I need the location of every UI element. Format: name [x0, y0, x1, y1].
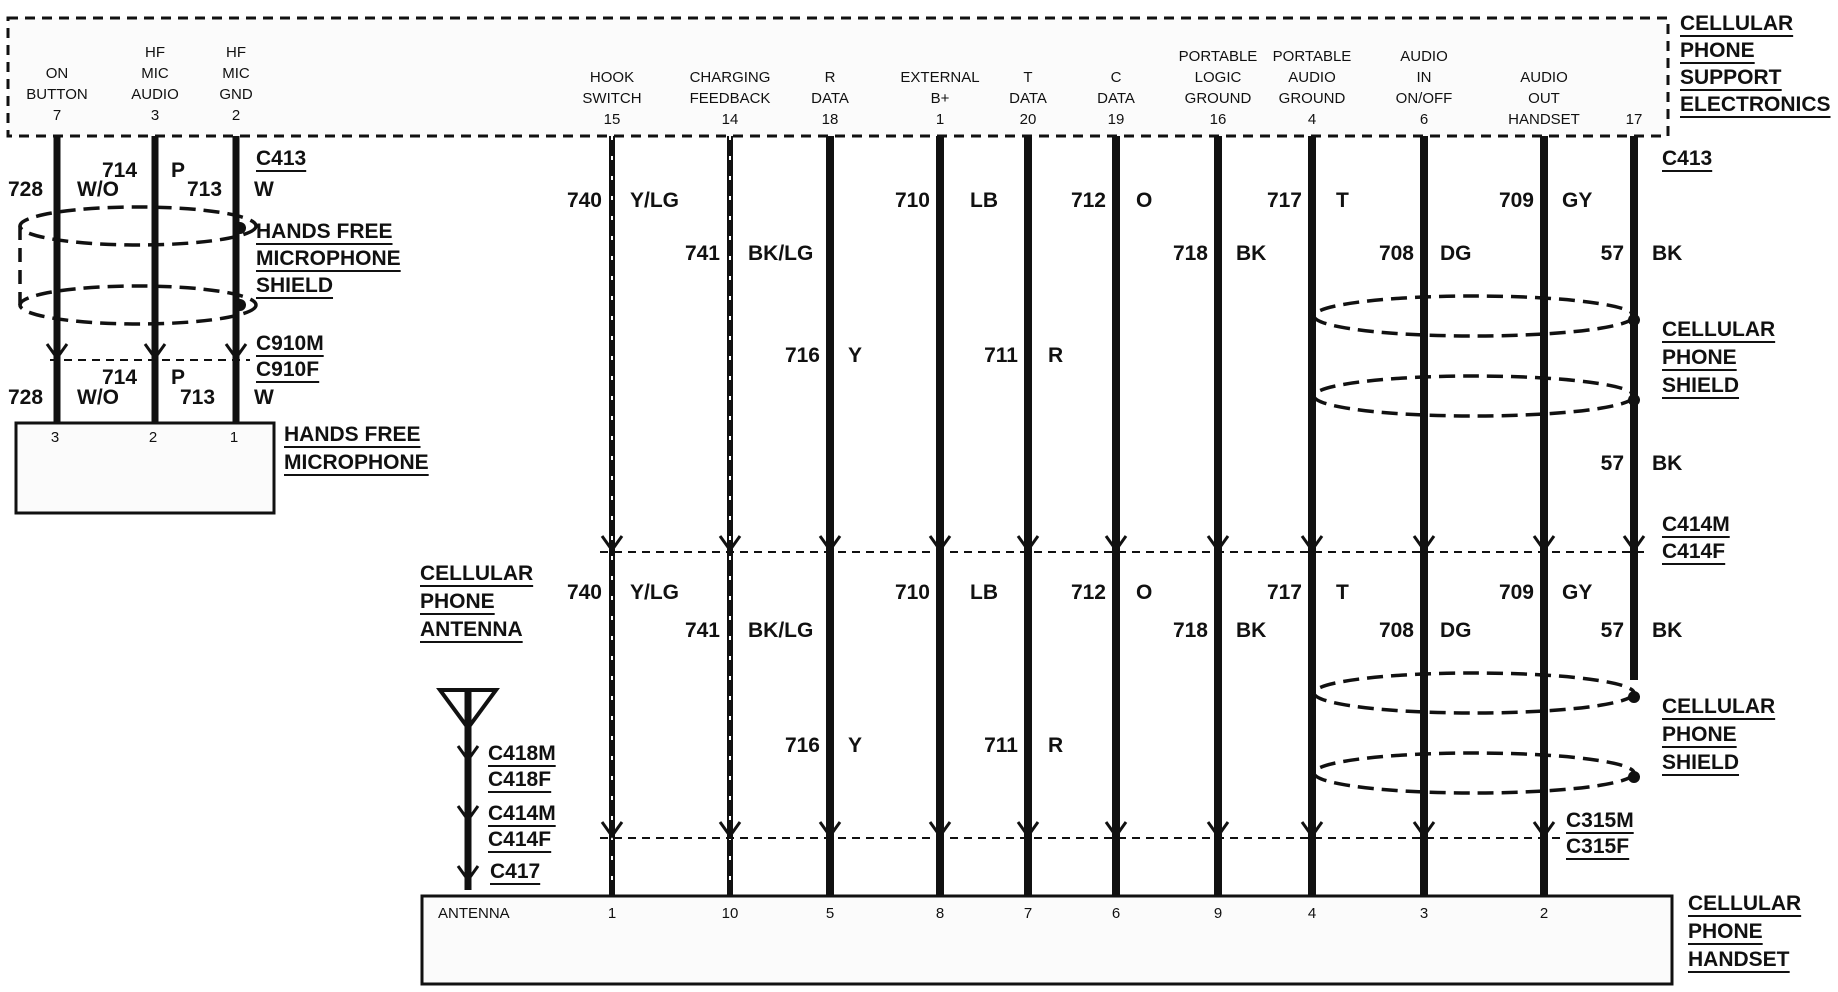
- antenna-label-0: CELLULAR: [420, 562, 534, 585]
- mic_pins-1-num: 3: [150, 107, 160, 124]
- phone_pins-7-name-2: GROUND: [1278, 90, 1346, 107]
- phone_pins-8-name-2: ON/OFF: [1395, 90, 1453, 107]
- phone-shield-lower-label-2: SHIELD: [1662, 751, 1740, 774]
- mic-circuit-713: 713: [187, 178, 223, 201]
- phone-circuit-740-lower: 740: [566, 581, 602, 604]
- mic-color-w-o: W/O: [77, 178, 119, 201]
- mic-color-p: P: [171, 159, 186, 182]
- phone-shield-lower-label-1: PHONE: [1662, 723, 1737, 746]
- phone-circuit-711: 711: [984, 344, 1018, 367]
- phone-color-718-lower: BK: [1236, 619, 1267, 642]
- phone_pins-9-name-0: AUDIO: [1520, 69, 1568, 86]
- connector-c414f: C414F: [1662, 540, 1726, 563]
- phone-color-711-lower: R: [1048, 734, 1064, 757]
- phone-color-716: Y: [848, 344, 863, 367]
- phone-color-716-lower: Y: [848, 734, 863, 757]
- mic_pins-0-name-0: ON: [45, 65, 69, 82]
- phone-circuit-709: 709: [1498, 189, 1534, 212]
- phone-color-709: GY: [1562, 189, 1593, 212]
- handset-title-1: PHONE: [1688, 920, 1763, 943]
- phone_pins-8-name-0: AUDIO: [1400, 48, 1448, 65]
- phone_pins-7-name-1: AUDIO: [1288, 69, 1336, 86]
- phone-circuit-710: 710: [894, 189, 930, 212]
- phone-shield-lower-bottom: [1314, 753, 1634, 793]
- phone_pins-2-num: 18: [821, 111, 839, 128]
- phone_pins-7-name-0: PORTABLE: [1272, 48, 1352, 65]
- antenna-label-2: ANTENNA: [420, 618, 523, 641]
- microphone-title-1: MICROPHONE: [284, 451, 429, 474]
- phone-circuit-710-lower: 710: [894, 581, 930, 604]
- phone-color-709-lower: GY: [1562, 581, 1593, 604]
- phone_pins-6-name-0: PORTABLE: [1178, 48, 1258, 65]
- phone-shield-upper-ground-dot-top: [1628, 314, 1640, 326]
- phone_pins-6-name-2: GROUND: [1184, 90, 1252, 107]
- connector-c414f-antenna: C414F: [488, 828, 552, 851]
- handset-title-2: HANDSET: [1688, 948, 1790, 971]
- mic-circuit-728-lower: 728: [8, 386, 44, 409]
- handset-pin-708: 3: [1419, 905, 1429, 922]
- connector-c418m: C418M: [488, 742, 556, 765]
- phone_pins-9-name-1: OUT: [1528, 90, 1560, 107]
- connector-c910m: C910M: [256, 332, 324, 355]
- phone_pins-4-num: 20: [1019, 111, 1037, 128]
- phone-circuit-716-lower: 716: [784, 734, 820, 757]
- phone-color-741: BK/LG: [748, 242, 814, 265]
- phone-shield-upper-label-2: SHIELD: [1662, 374, 1740, 397]
- mic-shield-label-2: SHIELD: [256, 274, 334, 297]
- phone-circuit-57-mid: 57: [1600, 452, 1624, 475]
- phone-color-710-lower: LB: [970, 581, 998, 604]
- phone_pins-8-num: 6: [1419, 111, 1429, 128]
- mic-shield-label-0: HANDS FREE: [256, 220, 393, 243]
- phone-circuit-708-lower: 708: [1378, 619, 1414, 642]
- phone_pins-5-name-1: DATA: [1097, 90, 1135, 107]
- phone-circuit-708: 708: [1378, 242, 1414, 265]
- phone-color-708: DG: [1440, 242, 1472, 265]
- mic-color-w: W: [254, 178, 274, 201]
- phone-color-741-lower: BK/LG: [748, 619, 814, 642]
- mic_pins-2-num: 2: [231, 107, 241, 124]
- phone_pins-4-name-0: T: [1023, 69, 1033, 86]
- phone-color-712-lower: O: [1136, 581, 1153, 604]
- handset-pin-712: 6: [1111, 905, 1121, 922]
- handset-pin-716: 5: [825, 905, 835, 922]
- phone_pins-5-name-0: C: [1110, 69, 1122, 86]
- mic_pins-0-name-1: BUTTON: [26, 86, 88, 103]
- connector-c413-right: C413: [1662, 147, 1713, 170]
- mic-shield-ground-dot-bottom: [234, 299, 246, 311]
- phone-circuit-717: 717: [1266, 189, 1302, 212]
- phone-circuit-717-lower: 717: [1266, 581, 1302, 604]
- handset-pin-711: 7: [1023, 905, 1033, 922]
- phone-shield-lower-ground-dot-bottom: [1628, 771, 1640, 783]
- phone-color-711: R: [1048, 344, 1064, 367]
- handset-title-0: CELLULAR: [1688, 892, 1802, 915]
- mic-shield-label-1: MICROPHONE: [256, 247, 401, 270]
- connector-c315f: C315F: [1566, 835, 1630, 858]
- phone_pins-10-num: 17: [1625, 111, 1643, 128]
- phone-color-57-mid: BK: [1652, 452, 1683, 475]
- phone_pins-5-num: 19: [1107, 111, 1125, 128]
- handset-pin-741: 10: [721, 905, 739, 922]
- support-electronics-title-2: SUPPORT: [1680, 66, 1782, 89]
- phone-circuit-712-lower: 712: [1070, 581, 1106, 604]
- phone-color-57-lower: BK: [1652, 619, 1683, 642]
- phone_pins-9-name-2: HANDSET: [1508, 111, 1580, 128]
- phone_pins-7-num: 4: [1307, 111, 1317, 128]
- phone_pins-1-name-1: FEEDBACK: [689, 90, 771, 107]
- antenna-label-1: PHONE: [420, 590, 495, 613]
- phone-shield-lower-ground-dot-top: [1628, 691, 1640, 703]
- mic-circuit-714-lower: 714: [102, 366, 138, 389]
- phone-color-57: BK: [1652, 242, 1683, 265]
- handset-pin-740: 1: [607, 905, 617, 922]
- connector-c418f: C418F: [488, 768, 552, 791]
- phone-circuit-57-lower: 57: [1600, 619, 1624, 642]
- mic-circuit-728: 728: [8, 178, 44, 201]
- phone_pins-0-num: 15: [603, 111, 621, 128]
- phone-shield-lower-label-0: CELLULAR: [1662, 695, 1776, 718]
- handset-pin-709: 2: [1539, 905, 1549, 922]
- mic_pins-1-name-1: MIC: [141, 65, 169, 82]
- phone-circuit-740: 740: [566, 189, 602, 212]
- phone-circuit-57: 57: [1600, 242, 1624, 265]
- phone-circuit-716: 716: [784, 344, 820, 367]
- phone-shield-upper-top: [1314, 296, 1634, 336]
- antenna-pin-label: ANTENNA: [438, 905, 510, 922]
- phone-color-740-lower: Y/LG: [630, 581, 680, 604]
- phone_pins-3-name-1: B+: [930, 90, 950, 107]
- phone_pins-0-name-0: HOOK: [589, 69, 635, 86]
- mic_pins-2-name-0: HF: [226, 44, 246, 61]
- phone-shield-upper-bottom: [1314, 376, 1634, 416]
- phone-color-708-lower: DG: [1440, 619, 1472, 642]
- phone-color-717: T: [1336, 189, 1349, 212]
- phone_pins-1-name-0: CHARGING: [689, 69, 771, 86]
- mic-shield-ground-dot-top: [234, 222, 246, 234]
- phone-color-717-lower: T: [1336, 581, 1349, 604]
- phone-shield-upper-ground-dot-bottom: [1628, 394, 1640, 406]
- mic-color-w-o-lower: W/O: [77, 386, 119, 409]
- connector-c910f: C910F: [256, 358, 320, 381]
- mic_pins-2-name-2: GND: [219, 86, 253, 103]
- phone-shield-upper-label-1: PHONE: [1662, 346, 1737, 369]
- connector-c414m-antenna: C414M: [488, 802, 556, 825]
- phone_pins-2-name-0: R: [824, 69, 836, 86]
- phone-shield-upper-label-0: CELLULAR: [1662, 318, 1776, 341]
- connector-c413-left: C413: [256, 147, 307, 170]
- phone-color-712: O: [1136, 189, 1153, 212]
- phone-circuit-718: 718: [1172, 242, 1208, 265]
- phone_pins-2-name-1: DATA: [811, 90, 849, 107]
- mic-circuit-713-lower: 713: [180, 386, 216, 409]
- phone-color-740: Y/LG: [630, 189, 680, 212]
- phone_pins-6-name-1: LOGIC: [1194, 69, 1242, 86]
- phone_pins-1-num: 14: [721, 111, 739, 128]
- mic-handset-pin-2: 1: [229, 429, 239, 446]
- phone_pins-4-name-1: DATA: [1009, 90, 1047, 107]
- mic-color-p-lower: P: [171, 366, 186, 389]
- connector-c414m: C414M: [1662, 513, 1730, 536]
- connector-c315m: C315M: [1566, 809, 1634, 832]
- phone-circuit-711-lower: 711: [984, 734, 1018, 757]
- mic_pins-1-name-2: AUDIO: [131, 86, 179, 103]
- mic-color-w-lower: W: [254, 386, 274, 409]
- microphone-title-0: HANDS FREE: [284, 423, 421, 446]
- handset-pin-710: 8: [935, 905, 945, 922]
- phone-color-718: BK: [1236, 242, 1267, 265]
- phone_pins-0-name-1: SWITCH: [582, 90, 642, 107]
- phone_pins-8-name-1: IN: [1416, 69, 1432, 86]
- phone_pins-3-name-0: EXTERNAL: [900, 69, 980, 86]
- handset-pin-717: 4: [1307, 905, 1317, 922]
- mic_pins-1-name-0: HF: [145, 44, 165, 61]
- mic_pins-2-name-1: MIC: [222, 65, 250, 82]
- phone_pins-6-num: 16: [1209, 111, 1227, 128]
- phone-shield-lower-top: [1314, 673, 1634, 713]
- mic-circuit-714: 714: [102, 159, 138, 182]
- mic-handset-pin-0: 3: [50, 429, 60, 446]
- handset-pin-718: 9: [1213, 905, 1223, 922]
- support-electronics-title-1: PHONE: [1680, 39, 1755, 62]
- support-electronics-title-0: CELLULAR: [1680, 12, 1794, 35]
- connector-c417: C417: [490, 860, 541, 883]
- phone-circuit-709-lower: 709: [1498, 581, 1534, 604]
- mic-handset-pin-1: 2: [148, 429, 158, 446]
- phone-circuit-741: 741: [684, 242, 720, 265]
- phone-circuit-712: 712: [1070, 189, 1106, 212]
- phone-circuit-741-lower: 741: [684, 619, 720, 642]
- phone_pins-3-num: 1: [935, 111, 945, 128]
- mic_pins-0-num: 7: [52, 107, 62, 124]
- support-electronics-title-3: ELECTRONICS: [1680, 93, 1831, 116]
- phone-circuit-718-lower: 718: [1172, 619, 1208, 642]
- phone-color-710: LB: [970, 189, 998, 212]
